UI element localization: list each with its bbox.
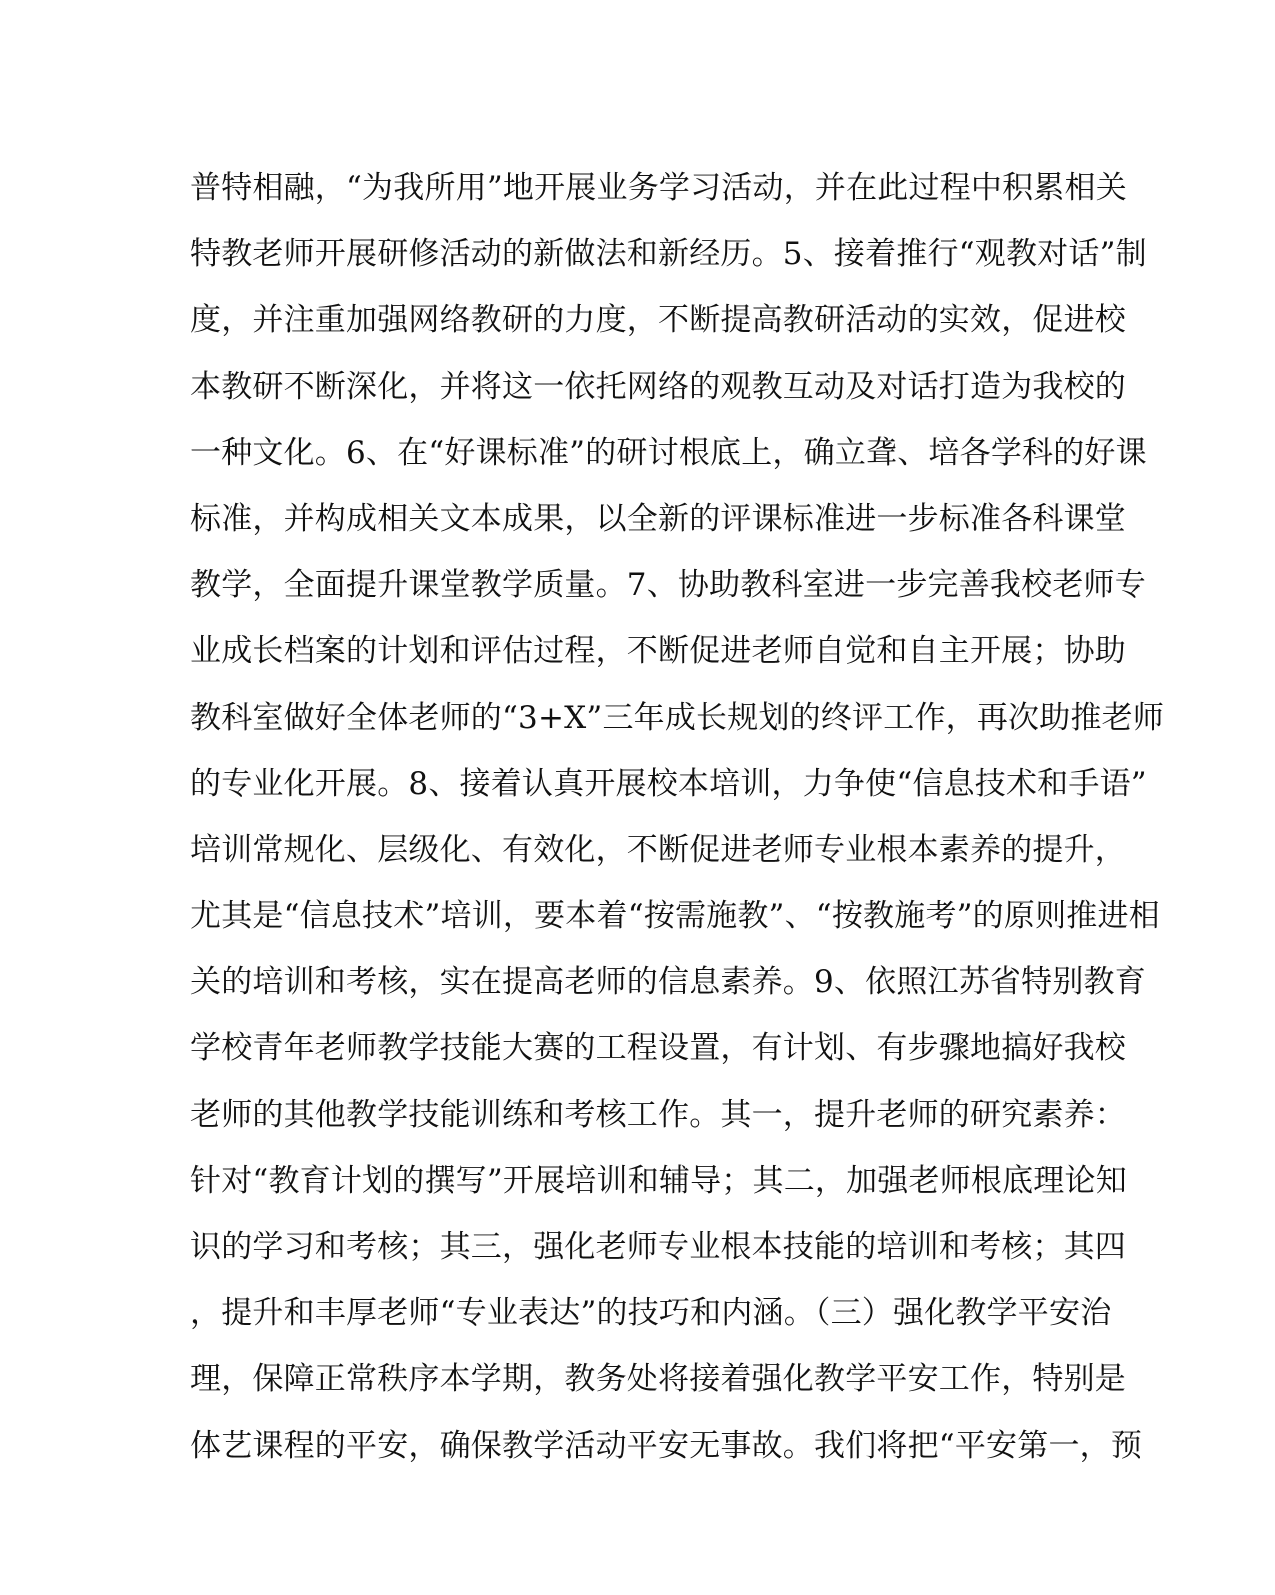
text-line: 一种文化。6、在“好课标准”的研讨根底上，确立聋、培各学科的好课 — [190, 434, 1147, 471]
text-line: 体艺课程的平安，确保教学活动平安无事故。我们将把“平安第一，预 — [190, 1427, 1143, 1464]
text-line: 尤其是“信息技术”培训，要本着“按需施教”、“按教施考”的原则推进相 — [190, 898, 1160, 935]
text-line: 普特相融，“为我所用”地开展业务学习活动，并在此过程中积累相关 — [190, 170, 1127, 206]
text-line: 的专业化开展。8、接着认真开展校本培训，力争使“信息技术和手语” — [190, 765, 1147, 802]
body-text — [190, 155, 1165, 1479]
text-line: 老师的其他教学技能训练和考核工作。其一，提升老师的研究素养： — [190, 1096, 1126, 1133]
text-line: 度，并注重加强网络教研的力度，不断提高教研活动的实效，促进校 — [190, 302, 1126, 339]
text-line: 业成长档案的计划和评估过程，不断促进老师自觉和自主开展；协助 — [190, 633, 1126, 670]
text-line: 针对“教育计划的撰写”开展培训和辅导；其二，加强老师根底理论知 — [190, 1162, 1127, 1199]
text-line: 教学，全面提升课堂教学质量。7、协助教科室进一步完善我校老师专 — [190, 567, 1146, 604]
text-line: 识的学习和考核；其三，强化老师专业根本技能的培训和考核；其四 — [190, 1229, 1126, 1265]
text-line: 学校青年老师教学技能大赛的工程设置，有计划、有步骤地搞好我校 — [190, 1030, 1126, 1067]
text-line: 本教研不断深化，并将这一依托网络的观教互动及对话打造为我校的 — [190, 368, 1126, 405]
text-line: 标准，并构成相关文本成果，以全新的评课标准进一步标准各科课堂 — [190, 500, 1126, 537]
text-line: ，提升和丰厚老师“专业表达”的技巧和内涵。（三）强化教学平安治 — [190, 1295, 1112, 1332]
text-line: 培训常规化、层级化、有效化，不断促进老师专业根本素养的提升， — [190, 831, 1126, 868]
text-line: 特教老师开展研修活动的新做法和新经历。5、接着推行“观教对话”制 — [190, 236, 1147, 273]
text-line: 理，保障正常秩序本学期，教务处将接着强化教学平安工作，特别是 — [190, 1361, 1126, 1398]
text-line: 关的培训和考核，实在提高老师的信息素养。9、依照江苏省特别教育 — [190, 964, 1146, 1001]
text-line: 教科室做好全体老师的“3+X”三年成长规划的终评工作，再次助推老师 — [190, 699, 1165, 736]
